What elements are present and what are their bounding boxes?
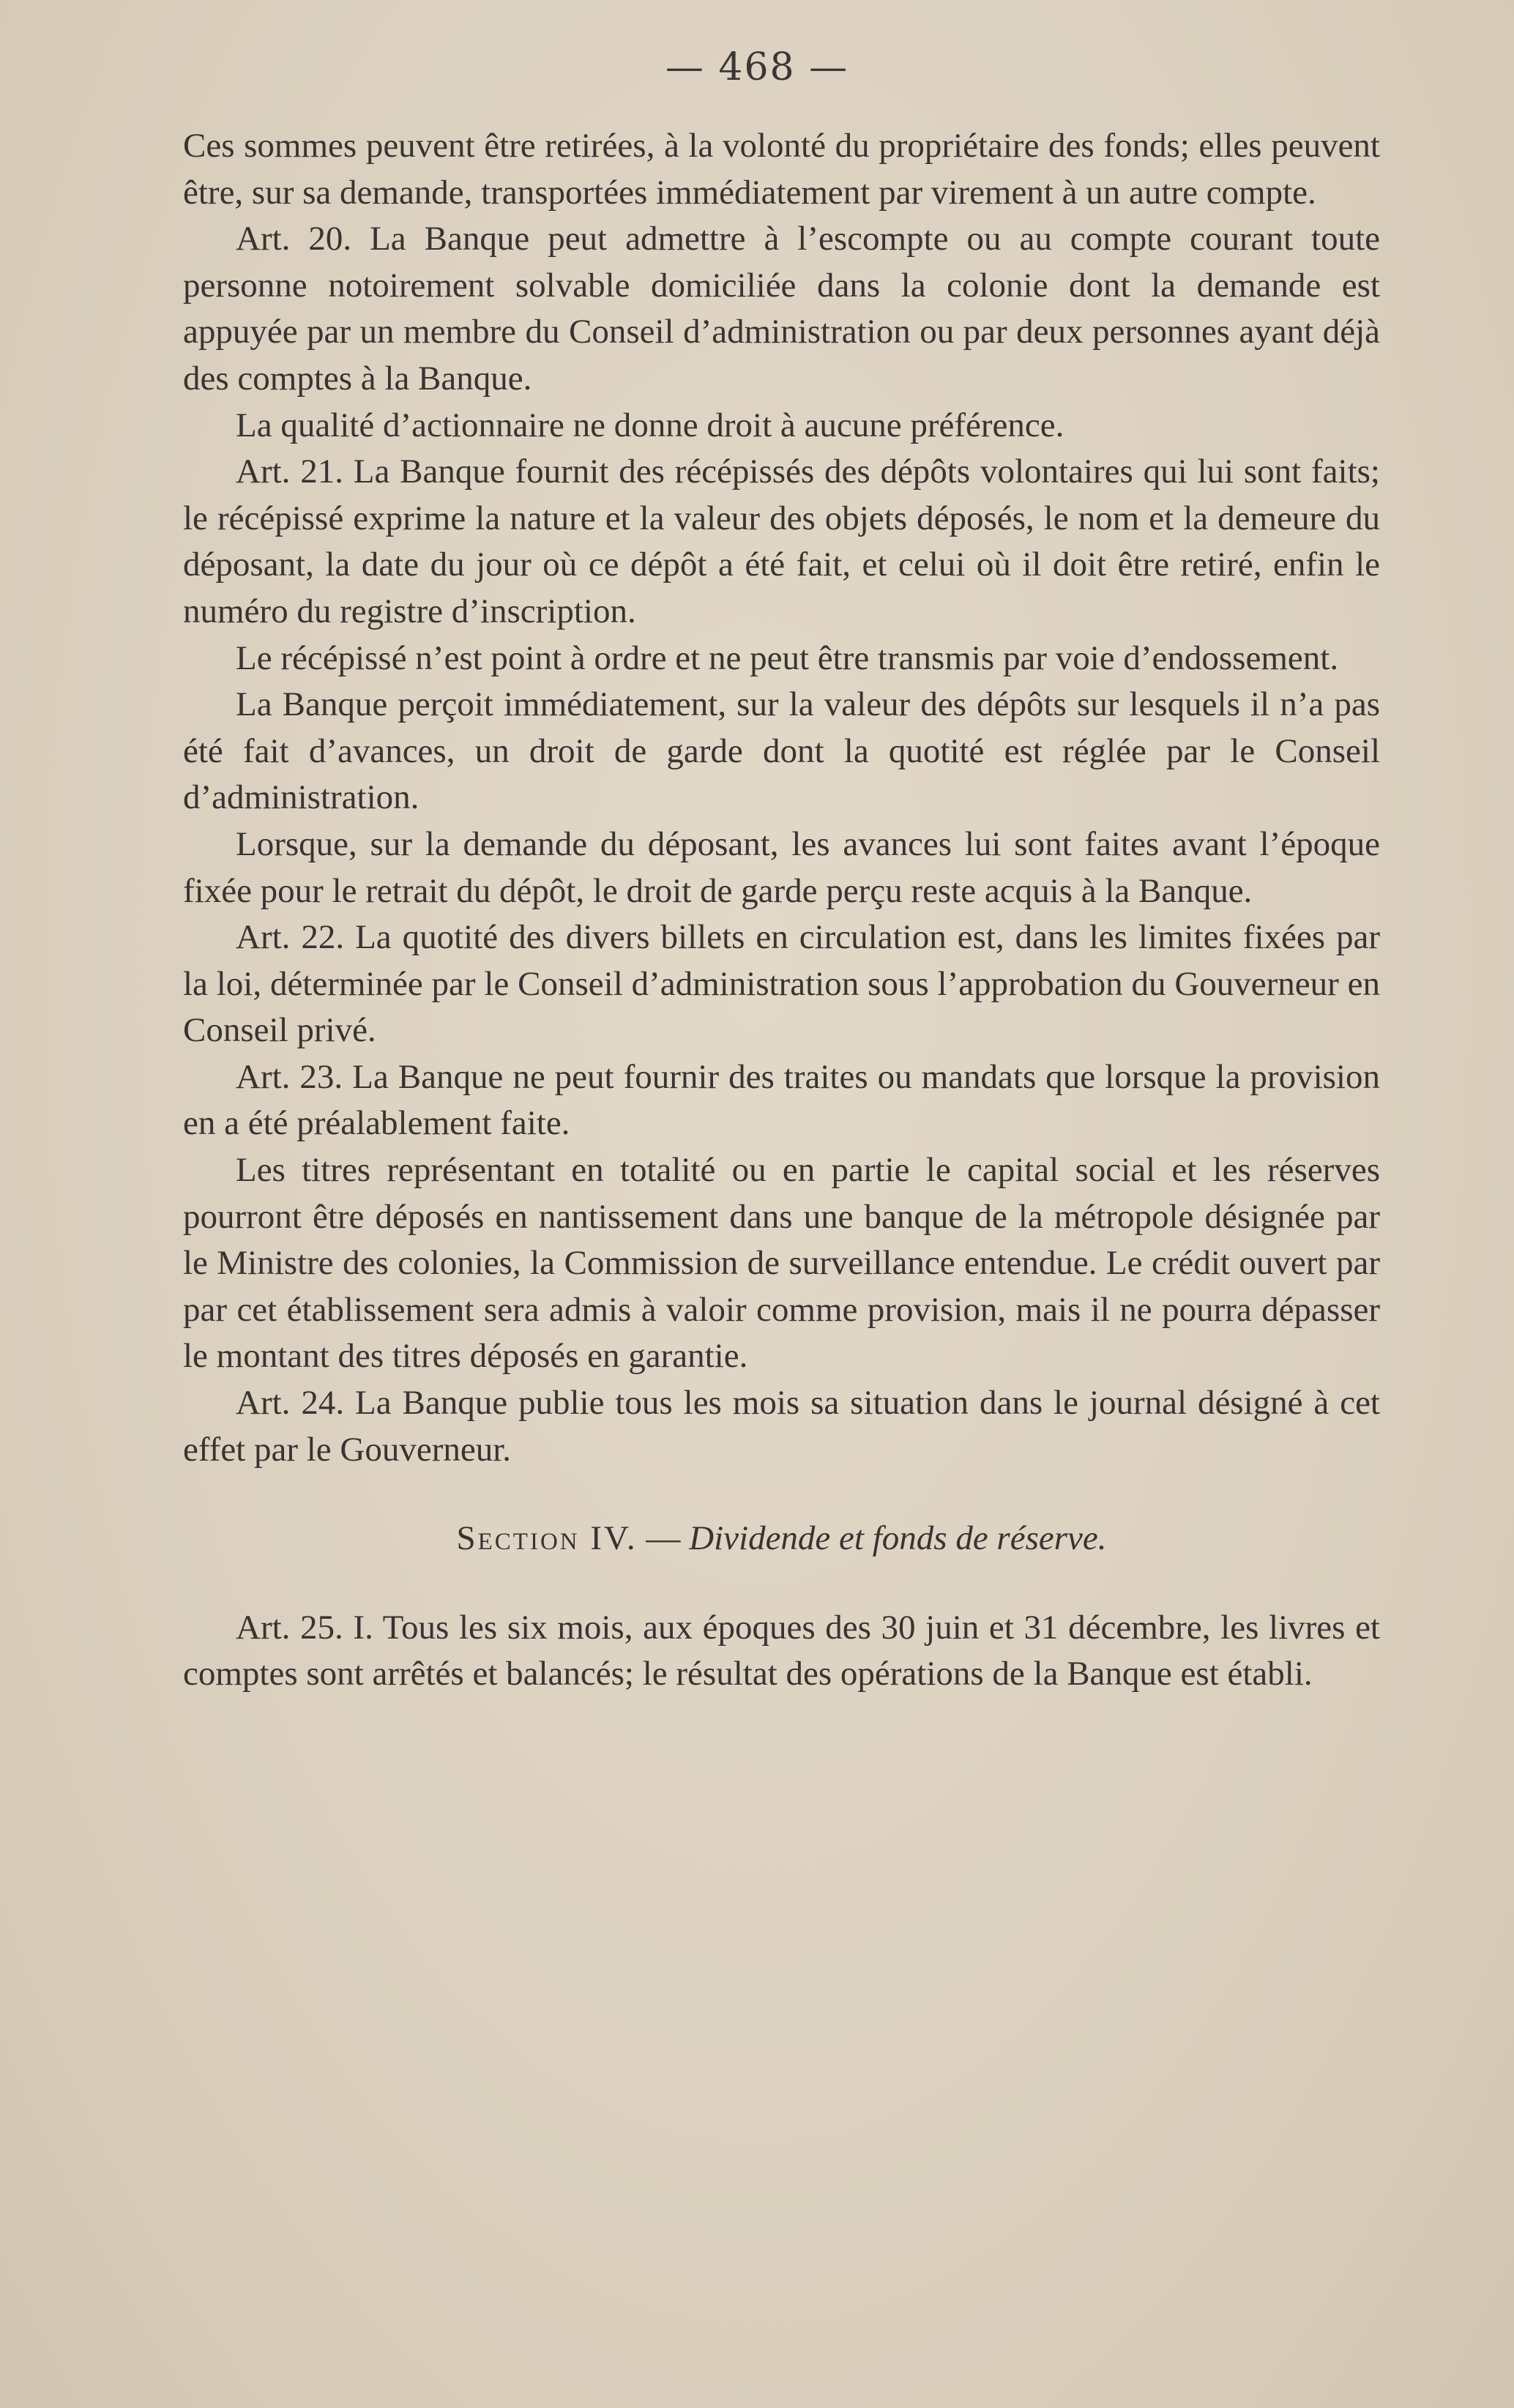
paragraph-titres: Les titres représentant en totalité ou en partie le capital social et les réserves pourront être déposés en nantissement dans une banque de la métropole désignée par le Ministre des colonies, la Commission de surveillance entendue. Le crédit ouvert par par cet établissement sera admis à valoir comme provision, mais il ne pourra dépasser le montant des titres déposés en garantie. [183, 1151, 1380, 1376]
paragraph-droit-de-garde: La Banque perçoit immédiatement, sur la valeur des dépôts sur lesquels il n’a pas été fait d’avances, un droit de garde dont la quotité est réglée par le Conseil d’administration. [183, 685, 1380, 817]
section-heading [183, 1516, 1380, 1562]
paragraph-art-25: Art. 25. I. Tous les six mois, aux époques des 30 juin et 31 décembre, les livres et comptes sont arrêtés et balancés; le résultat des opérations de la Banque est établi. [183, 1608, 1380, 1693]
paragraph-art-24: Art. 24. La Banque publie tous les mois sa situation dans le journal désigné à cet effet par le Gouverneur. [183, 1384, 1380, 1469]
paragraph-art-21: Art. 21. La Banque fournit des récépissés des dépôts volontaires qui lui sont faits; le récépissé exprime la nature et la valeur des objets déposés, le nom et la demeure du déposant, la date du jour où ce dépôt a été fait, et celui où il doit être retiré, enfin le numéro du registre d’inscription. [183, 452, 1380, 630]
section-dash: — [637, 1519, 690, 1558]
paragraph-actionnaire: La qualité d’actionnaire ne donne droit à aucune préférence. [236, 406, 1064, 444]
paragraph-recepisse: Le récépissé n’est point à ordre et ne peut être transmis par voie d’endossement. [236, 638, 1339, 677]
paragraph-art-22: Art. 22. La quotité des divers billets en circulation est, dans les limites fixées par la loi, déterminée par le Conseil d’administration sous l’approbation du Gouverneur en Conseil privé. [183, 918, 1380, 1050]
paragraph-continued: Ces sommes peuvent être retirées, à la volonté du propriétaire des fonds; elles peuvent être, sur sa demande, transportées immédiatement par virement à un autre compte. [183, 127, 1380, 212]
section-label: Section IV. [456, 1519, 638, 1558]
paragraph-art-20: Art. 20. La Banque peut admettre à l’escompte ou au compte courant toute personne notoirement solvable domiciliée dans la colonie dont la demande est appuyée par un membre du Conseil d’administration ou par deux personnes ayant déjà des comptes à la Banque. [183, 220, 1380, 398]
paragraph-avances: Lorsque, sur la demande du déposant, les avances lui sont faites avant l’époque fixée pour le retrait du dépôt, le droit de garde perçu reste acquis à la Banque. [183, 824, 1380, 910]
section-title: Dividende et fonds de réserve. [689, 1519, 1107, 1558]
body-text [183, 123, 1380, 1698]
page-number: — 468 — [665, 45, 849, 89]
paragraph-art-23: Art. 23. La Banque ne peut fournir des traites ou mandats que lorsque la provision en a été préalablement faite. [183, 1057, 1380, 1143]
